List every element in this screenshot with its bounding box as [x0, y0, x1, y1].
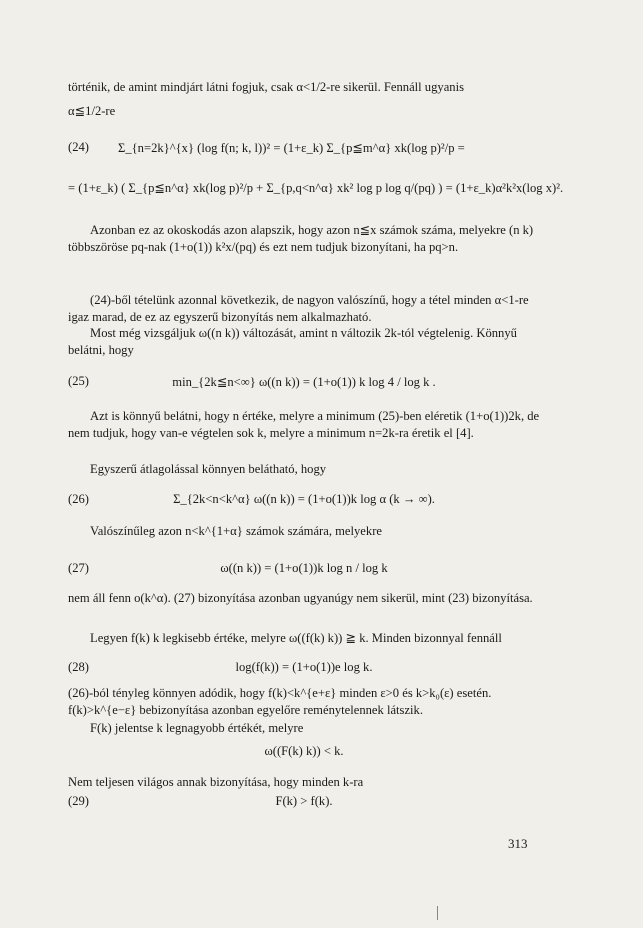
equation-27: [68, 557, 540, 581]
page-number: 313: [508, 836, 528, 851]
paragraph: F(k) jelentse k legnagyobb értékét, melyre: [90, 721, 304, 735]
equation-body: ω((F(k) k)) < k.: [264, 744, 344, 758]
paragraph: Most még vizsgáljuk ω((n k)) változását, amint n változik 2k-tól végtelenig. Könnyű belátni, hogy: [68, 326, 517, 357]
equation-24-line-2: [68, 176, 564, 200]
equation-body: ω((n k)) = (1+o(1))k log n / log k: [220, 561, 388, 575]
equation-F: [68, 740, 540, 764]
equation-number: (25): [68, 374, 89, 388]
paragraph: Valószínűleg azon n<k^{1+α} számok számára, melyekre: [90, 524, 382, 538]
paragraph: Legyen f(k) k legkisebb értéke, melyre ω((f(k) k)) ≧ k. Minden bizonnyal fennáll: [90, 631, 502, 645]
paragraph: Nem teljesen világos annak bizonyítása, hogy minden k-ra: [68, 775, 364, 789]
equation-number: (29): [68, 794, 89, 808]
paragraph: (24)-ből tételünk azonnal következik, de nagyon valószínű, hogy a tétel minden α<1-re igaz marad, de ez az egyszerű bizonyítás nem alkalmazható.: [68, 293, 529, 324]
equation-29: [68, 790, 540, 814]
paragraph: nem áll fenn o(k^α). (27) bizonyítása azonban ugyanúgy nem sikerül, mint (23) bizonyítása.: [68, 591, 533, 605]
paragraph: Azt is könnyű belátni, hogy n értéke, melyre a minimum (25)-ben eléretik (1+o(1))2k, de nem tudjuk, hogy van-e végtelen sok k, melyre a minimum n=2k-ra éretik el [4].: [68, 409, 540, 440]
paragraph: (26)-ból tényleg könnyen adódik, hogy f(k)<k^{e+ε} minden ε>0 és k>k₀(ε) esetén. f(k)>k^{e−ε} bebizonyítása azonban egyelőre reménytelennek látszik.: [68, 686, 492, 717]
equation-26: [68, 488, 540, 512]
scan-mark: [437, 906, 438, 920]
equation-body: min_{2k≦n<∞} ω((n k)) = (1+o(1)) k log 4 / log k .: [172, 375, 436, 389]
text-line-1: történik, de amint mindjárt látni fogjuk, csak α<1/2-re sikerül. Fennáll ugyanis: [68, 80, 464, 94]
equation-28: [68, 656, 540, 680]
equation-25: [68, 370, 540, 394]
equation-body: = (1+ε_k) ( Σ_{p≦n^α} xk(log p)²/p + Σ_{p,q<n^α} xk² log p log q/(pq) ) = (1+ε_k)α²k²x(log x)².: [68, 181, 564, 195]
equation-24-line-1: [68, 136, 540, 160]
text-line-2: α≦1/2-re: [68, 104, 116, 118]
equation-number: (28): [68, 660, 89, 674]
equation-body: F(k) > f(k).: [275, 794, 333, 808]
equation-body: Σ_{2k<n<k^α} ω((n k)) = (1+o(1))k log α (k → ∞).: [173, 492, 435, 506]
paragraph: Egyszerű átlagolással könnyen belátható, hogy: [90, 462, 327, 476]
equation-number: (24): [68, 140, 89, 154]
paragraph: Azonban ez az okoskodás azon alapszik, hogy azon n≦x számok száma, melyekre (n k) többszöröse pq-nak (1+o(1)) k²x/(pq) és ezt nem tudjuk bizonyítani, ha pq>n.: [68, 223, 534, 254]
equation-number: (26): [68, 492, 89, 506]
equation-body: Σ_{n=2k}^{x} (log f(n; k, l))² = (1+ε_k) Σ_{p≦m^α} xk(log p)²/p =: [118, 141, 465, 155]
equation-number: (27): [68, 561, 89, 575]
equation-body: log(f(k)) = (1+o(1))e log k.: [235, 660, 373, 674]
